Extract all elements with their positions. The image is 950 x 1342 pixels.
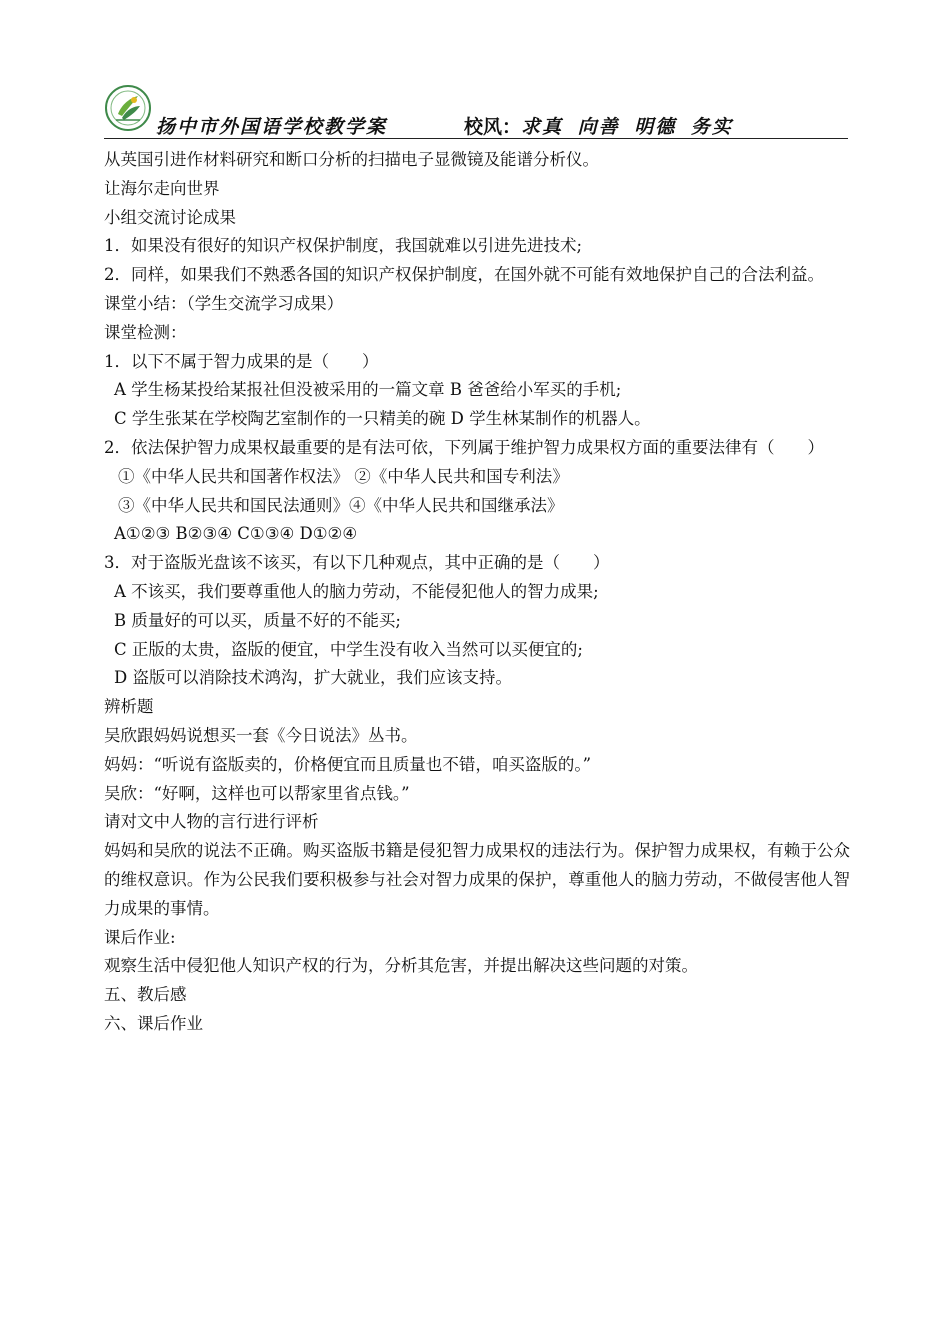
- section-heading: 课后作业:: [104, 927, 176, 947]
- section-heading: 课堂检测：: [104, 322, 187, 342]
- answer-option: ①《中华人民共和国著作权法》 ②《中华人民共和国专利法》: [118, 466, 569, 486]
- section-heading: 让海尔走向世界: [104, 178, 220, 198]
- answer-option: C 学生张某在学校陶艺室制作的一只精美的碗 D 学生林某制作的机器人。: [114, 409, 651, 429]
- question: 1．以下不属于智力成果的是（ ）: [104, 351, 379, 371]
- school-name: 扬中市外国语学校教学案: [156, 116, 388, 138]
- section-heading: 小组交流讨论成果: [104, 207, 236, 227]
- list-item: 1．如果没有很好的知识产权保护制度，我国就难以引进先进技术;: [104, 236, 583, 256]
- answer-option: C 正版的太贵，盗版的便宜，中学生没有收入当然可以买便宜的;: [114, 639, 583, 659]
- dialogue-line: 吴欣：“好啊，这样也可以帮家里省点钱。”: [104, 783, 410, 803]
- section-heading: 六、课后作业: [104, 1013, 203, 1033]
- answer-option: A①②③ B②③④ C①③④ D①②④: [114, 524, 358, 544]
- text-line: 从英国引进作材料研究和断口分析的扫描电子显微镜及能谱分析仪。: [104, 150, 599, 169]
- school-logo-icon: [104, 84, 152, 132]
- dialogue-line: 妈妈：“听说有盗版卖的，价格便宜而且质量也不错，咱买盗版的。”: [104, 754, 592, 774]
- answer-option: D 盗版可以消除技术鸿沟，扩大就业，我们应该支持。: [114, 668, 512, 688]
- answer-option: ③《中华人民共和国民法通则》④《中华人民共和国继承法》: [118, 495, 564, 515]
- list-item: 2．同样，如果我们不熟悉各国的知识产权保护制度，在国外就不可能有效地保护自己的合法利益。: [104, 265, 824, 285]
- section-heading: 课堂小结：（学生交流学习成果）: [104, 293, 344, 313]
- answer-option: A 学生杨某投给某报社但没被采用的一篇文章 B 爸爸给小军买的手机;: [114, 380, 622, 400]
- text-line: 吴欣跟妈妈说想买一套《今日说法》丛书。: [104, 725, 418, 745]
- page-header: [104, 84, 848, 140]
- motto-label: 校风：: [464, 116, 522, 138]
- school-motto: [464, 112, 733, 139]
- text-line: 观察生活中侵犯他人知识产权的行为，分析其危害，并提出解决这些问题的对策。: [104, 956, 698, 976]
- motto-values: 求真 向善 明德 务实: [521, 116, 733, 138]
- section-heading: 辨析题: [104, 697, 154, 717]
- answer-option: B 质量好的可以买，质量不好的不能买;: [114, 610, 401, 630]
- question: 2．依法保护智力成果权最重要的是有法可依，下列属于维护智力成果权方面的重要法律有（ ）: [104, 437, 824, 457]
- answer-option: A 不该买，我们要尊重他人的脑力劳动，不能侵犯他人的智力成果;: [114, 581, 599, 601]
- text-line: 请对文中人物的言行进行评析: [104, 812, 319, 832]
- document-body: [104, 146, 850, 1039]
- header-divider: [104, 138, 848, 139]
- section-heading: 五、教后感: [104, 985, 187, 1005]
- answer-paragraph: 妈妈和吴欣的说法不正确。购买盗版书籍是侵犯智力成果权的违法行为。保护智力成果权，有赖于公众的维权意识。作为公民我们要积极参与社会对智力成果的保护，尊重他人的脑力劳动，不做侵害他人智力成果的事情。: [104, 841, 850, 918]
- question: 3．对于盗版光盘该不该买，有以下几种观点，其中正确的是（ ）: [104, 553, 610, 573]
